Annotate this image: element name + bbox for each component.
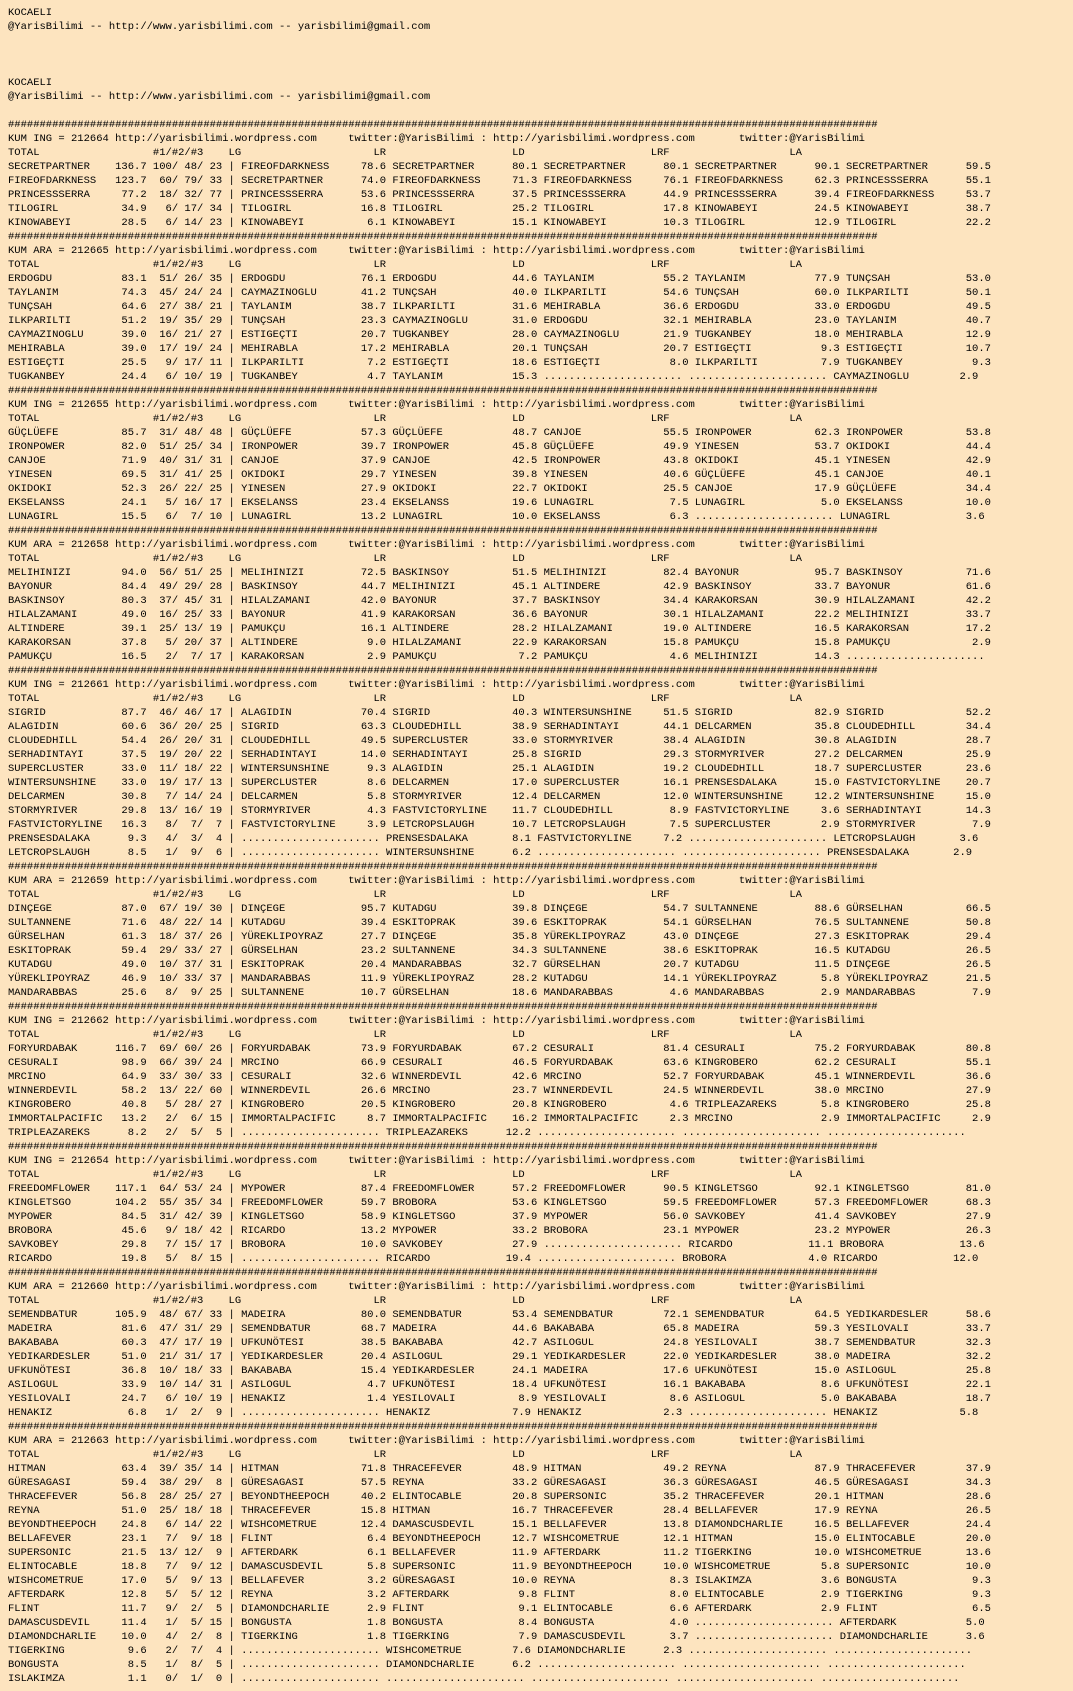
column-header-row: TOTAL #1/#2/#3 LG LR LD LRF LA [8, 693, 802, 705]
table-row: TAYLANIM 74.3 45/ 24/ 24 | CAYMAZINOGLU 41.2 TUNÇSAH 40.0 ILKPARILTI 54.6 TUNÇSAH 60.0 ILKPARILTI 50.1 [8, 287, 991, 299]
table-row: DIAMONDCHARLIE 10.0 4/ 2/ 8 | TIGERKING 1.8 TIGERKING 7.9 DAMASCUSDEVIL 3.7 ...................... DIAMONDCHARLIE 3.6 [8, 1631, 985, 1643]
table-row: IRONPOWER 82.0 51/ 25/ 34 | IRONPOWER 39.7 IRONPOWER 45.8 GÜÇLÜEFE 49.9 YINESEN 53.7 OKIDOKI 44.4 [8, 441, 991, 453]
table-row: KINGROBERO 40.8 5/ 28/ 27 | KINGROBERO 20.5 KINGROBERO 20.8 KINGROBERO 4.6 TRIPLEAZAREKS 5.8 KINGROBERO 25.8 [8, 1099, 991, 1111]
table-row: WINNERDEVIL 58.2 13/ 22/ 60 | WINNERDEVIL 26.6 MRCINO 23.7 WINNERDEVIL 24.5 WINNERDEVIL 38.0 MRCINO 27.9 [8, 1085, 991, 1097]
table-row: PAMUKÇU 16.5 2/ 7/ 17 | KARAKORSAN 2.9 PAMUKÇU 7.2 PAMUKÇU 4.6 MELIHINIZI 14.3 ...................... [8, 651, 985, 663]
table-row: PRINCESSSERRA 77.2 18/ 32/ 77 | PRINCESSSERRA 53.6 PRINCESSSERRA 37.5 PRINCESSSERRA 44.9 PRINCESSSERRA 39.4 FIREOFDARKNESS 53.7 [8, 189, 991, 201]
race-header: KUM ING = 212662 http://yarisbilimi.wordpress.com twitter:@YarisBilimi : http://yarisbilimi.wordpress.com twitter:@YarisBilimi [8, 1015, 865, 1027]
table-row: TIGERKING 9.6 2/ 7/ 4 | ...................... WISHCOMETRUE 7.6 DIAMONDCHARLIE 2.3 ...................... ...................... [8, 1645, 973, 1657]
section-divider: ########################################################################################################################################## [8, 861, 878, 873]
section-divider: ########################################################################################################################################## [8, 1267, 878, 1279]
table-row: SAVKOBEY 29.8 7/ 15/ 17 | BROBORA 10.0 SAVKOBEY 27.9 ...................... RICARDO 11.1 BROBORA 13.6 [8, 1239, 985, 1251]
race-header: KUM ARA = 212659 http://yarisbilimi.wordpress.com twitter:@YarisBilimi : http://yarisbilimi.wordpress.com twitter:@YarisBilimi [8, 875, 865, 887]
race-header: KUM ARA = 212665 http://yarisbilimi.wordpress.com twitter:@YarisBilimi : http://yarisbilimi.wordpress.com twitter:@YarisBilimi [8, 245, 865, 257]
race-header: KUM ING = 212655 http://yarisbilimi.wordpress.com twitter:@YarisBilimi : http://yarisbilimi.wordpress.com twitter:@YarisBilimi [8, 399, 865, 411]
table-row: YEDIKARDESLER 51.0 21/ 31/ 17 | YEDIKARDESLER 20.4 ASILOGUL 29.1 YEDIKARDESLER 22.0 YEDIKARDESLER 38.0 MADEIRA 32.2 [8, 1351, 991, 1363]
race-header: KUM ARA = 212663 http://yarisbilimi.wordpress.com twitter:@YarisBilimi : http://yarisbilimi.wordpress.com twitter:@YarisBilimi [8, 1435, 865, 1447]
table-row: KUTADGU 49.0 10/ 37/ 31 | ESKITOPRAK 20.4 MANDARABBAS 32.7 GÜRSELHAN 20.7 KUTADGU 11.5 DINÇEGE 26.5 [8, 959, 991, 971]
table-row: YINESEN 69.5 31/ 41/ 25 | OKIDOKI 29.7 YINESEN 39.8 YINESEN 40.6 GÜÇLÜEFE 45.1 CANJOE 40.1 [8, 469, 991, 481]
table-row: TRIPLEAZAREKS 8.2 2/ 5/ 5 | ...................... TRIPLEAZAREKS 12.2 ...................... ...................... ...................... [8, 1127, 966, 1139]
table-row: BASKINSOY 80.3 37/ 45/ 31 | HILALZAMANI 42.0 BAYONUR 37.7 BASKINSOY 34.4 KARAKORSAN 30.9 HILALZAMANI 42.2 [8, 595, 991, 607]
table-row: SULTANNENE 71.6 48/ 22/ 14 | KUTADGU 39.4 ESKITOPRAK 39.6 ESKITOPRAK 54.1 GÜRSELHAN 76.5 SULTANNENE 50.8 [8, 917, 991, 929]
table-row: FASTVICTORYLINE 16.3 8/ 7/ 7 | FASTVICTORYLINE 3.9 LETCROPSLAUGH 10.7 LETCROPSLAUGH 7.5 SUPERCLUSTER 2.9 STORMYRIVER 7.9 [8, 819, 991, 831]
table-row: DELCARMEN 30.8 7/ 14/ 24 | DELCARMEN 5.8 STORMYRIVER 12.4 DELCARMEN 12.0 WINTERSUNSHINE 12.2 WINTERSUNSHINE 15.0 [8, 791, 991, 803]
page-title: KOCAELI [8, 7, 53, 19]
table-row: BONGUSTA 8.5 1/ 8/ 5 | ...................... DIAMONDCHARLIE 6.2 ...................... ...................... ...................... [8, 1659, 966, 1671]
table-row: HENAKIZ 6.8 1/ 2/ 9 | ...................... HENAKIZ 7.9 HENAKIZ 2.3 ...................... HENAKIZ 5.8 [8, 1407, 979, 1419]
table-row: MADEIRA 81.6 47/ 31/ 29 | SEMENDBATUR 68.7 MADEIRA 44.6 BAKABABA 65.8 MADEIRA 59.3 YESILOVALI 33.7 [8, 1323, 991, 1335]
blank-line [8, 48, 1068, 62]
table-row: RICARDO 19.8 5/ 8/ 15 | ...................... RICARDO 19.4 ...................... BROBORA 4.0 RICARDO 12.0 [8, 1253, 979, 1265]
table-row: THRACEFEVER 56.8 28/ 25/ 27 | BEYONDTHEEPOCH 40.2 ELINTOCABLE 20.8 SUPERSONIC 35.2 THRACEFEVER 20.1 HITMAN 28.6 [8, 1491, 991, 1503]
section-divider: ########################################################################################################################################## [8, 665, 878, 677]
table-row: REYNA 51.0 25/ 18/ 18 | THRACEFEVER 15.8 HITMAN 16.7 THRACEFEVER 28.4 BELLAFEVER 17.9 REYNA 26.5 [8, 1505, 991, 1517]
table-row: KARAKORSAN 37.8 5/ 20/ 37 | ALTINDERE 9.0 HILALZAMANI 22.9 KARAKORSAN 15.8 PAMUKÇU 15.8 PAMUKÇU 2.9 [8, 637, 991, 649]
table-row: BELLAFEVER 23.1 7/ 9/ 18 | FLINT 6.4 BEYONDTHEEPOCH 12.7 WISHCOMETRUE 12.1 HITMAN 15.0 ELINTOCABLE 20.0 [8, 1533, 991, 1545]
table-row: MEHIRABLA 39.0 17/ 19/ 24 | MEHIRABLA 17.2 MEHIRABLA 20.1 TUNÇSAH 20.7 ESTIGEÇTI 9.3 ESTIGEÇTI 10.7 [8, 343, 991, 355]
table-row: SUPERCLUSTER 33.0 11/ 18/ 22 | WINTERSUNSHINE 9.3 ALAGIDIN 25.1 ALAGIDIN 19.2 CLOUDEDHILL 18.7 SUPERCLUSTER 23.6 [8, 763, 991, 775]
section-divider: ########################################################################################################################################## [8, 1001, 878, 1013]
table-row: ALTINDERE 39.1 25/ 13/ 19 | PAMUKÇU 16.1 ALTINDERE 28.2 HILALZAMANI 19.0 ALTINDERE 16.5 KARAKORSAN 17.2 [8, 623, 991, 635]
table-row: FIREOFDARKNESS 123.7 60/ 79/ 33 | SECRETPARTNER 74.0 FIREOFDARKNESS 71.3 FIREOFDARKNESS 76.1 FIREOFDARKNESS 62.3 PRINCESSSERRA 55.1 [8, 175, 991, 187]
table-row: DAMASCUSDEVIL 11.4 1/ 5/ 15 | BONGUSTA 1.8 BONGUSTA 8.4 BONGUSTA 4.0 ...................... AFTERDARK 5.0 [8, 1617, 985, 1629]
race-header: KUM ING = 212654 http://yarisbilimi.wordpress.com twitter:@YarisBilimi : http://yarisbilimi.wordpress.com twitter:@YarisBilimi [8, 1155, 865, 1167]
table-row: CAYMAZINOGLU 39.0 16/ 21/ 27 | ESTIGEÇTI 20.7 TUGKANBEY 28.0 CAYMAZINOGLU 21.9 TUGKANBEY 18.0 MEHIRABLA 12.9 [8, 329, 991, 341]
table-row: STORMYRIVER 29.8 13/ 16/ 19 | STORMYRIVER 4.3 FASTVICTORYLINE 11.7 CLOUDEDHILL 8.9 FASTVICTORYLINE 3.6 SERHADINTAYI 14.3 [8, 805, 991, 817]
section-divider: ########################################################################################################################################## [8, 231, 878, 243]
table-row: IMMORTALPACIFIC 13.2 2/ 6/ 15 | IMMORTALPACIFIC 8.7 IMMORTALPACIFIC 16.2 IMMORTALPACIFIC 2.3 MRCINO 2.9 IMMORTALPACIFIC 2.9 [8, 1113, 991, 1125]
section-divider: ########################################################################################################################################## [8, 1141, 878, 1153]
section-divider: ########################################################################################################################################## [8, 119, 878, 131]
results-document [8, 6, 1068, 1686]
table-row: OKIDOKI 52.3 26/ 22/ 25 | YINESEN 27.9 OKIDOKI 22.7 OKIDOKI 25.5 CANJOE 17.9 GÜÇLÜEFE 34.4 [8, 483, 991, 495]
column-header-row: TOTAL #1/#2/#3 LG LR LD LRF LA [8, 413, 802, 425]
table-row: ASILOGUL 33.9 10/ 14/ 31 | ASILOGUL 4.7 UFKUNÖTESI 18.4 UFKUNÖTESI 16.1 BAKABABA 8.6 UFKUNÖTESI 22.1 [8, 1379, 991, 1391]
race-header: KUM ING = 212664 http://yarisbilimi.wordpress.com twitter:@YarisBilimi : http://yarisbilimi.wordpress.com twitter:@YarisBilimi [8, 133, 865, 145]
column-header-row: TOTAL #1/#2/#3 LG LR LD LRF LA [8, 1295, 802, 1307]
table-row: ERDOGDU 83.1 51/ 26/ 35 | ERDOGDU 76.1 ERDOGDU 44.6 TAYLANIM 55.2 TAYLANIM 77.9 TUNÇSAH 53.0 [8, 273, 991, 285]
table-row: SERHADINTAYI 37.5 19/ 20/ 22 | SERHADINTAYI 14.0 SERHADINTAYI 25.8 SIGRID 29.3 STORMYRIVER 27.2 DELCARMEN 25.9 [8, 749, 991, 761]
section-divider: ########################################################################################################################################## [8, 525, 878, 537]
column-header-row: TOTAL #1/#2/#3 LG LR LD LRF LA [8, 1449, 802, 1461]
race-header: KUM ARA = 212660 http://yarisbilimi.wordpress.com twitter:@YarisBilimi : http://yarisbilimi.wordpress.com twitter:@YarisBilimi [8, 1281, 865, 1293]
table-row: KINGLETSGO 104.2 55/ 35/ 34 | FREEDOMFLOWER 59.7 BROBORA 53.6 KINGLETSGO 59.5 FREEDOMFLOWER 57.3 FREEDOMFLOWER 68.3 [8, 1197, 991, 1209]
table-row: DINÇEGE 87.0 67/ 19/ 30 | DINÇEGE 95.7 KUTADGU 39.8 DINÇEGE 54.7 SULTANNENE 88.6 GÜRSELHAN 66.5 [8, 903, 991, 915]
column-header-row: TOTAL #1/#2/#3 LG LR LD LRF LA [8, 147, 802, 159]
table-row: FORYURDABAK 116.7 69/ 60/ 26 | FORYURDABAK 73.9 FORYURDABAK 67.2 CESURALI 81.4 CESURALI 75.2 FORYURDABAK 80.8 [8, 1043, 991, 1055]
table-row: CANJOE 71.9 40/ 31/ 31 | CANJOE 37.9 CANJOE 42.5 IRONPOWER 43.8 OKIDOKI 45.1 YINESEN 42.9 [8, 455, 991, 467]
table-row: AFTERDARK 12.8 5/ 5/ 12 | REYNA 3.2 AFTERDARK 9.8 FLINT 8.0 ELINTOCABLE 2.9 TIGERKING 9.3 [8, 1589, 991, 1601]
contact-line: @YarisBilimi -- http://www.yarisbilimi.com -- yarisbilimi@gmail.com [8, 91, 431, 103]
table-row: BAKABABA 60.3 47/ 17/ 19 | UFKUNÖTESI 38.5 BAKABABA 42.7 ASILOGUL 24.8 YESILOVALI 38.7 SEMENDBATUR 32.3 [8, 1337, 991, 1349]
column-header-row: TOTAL #1/#2/#3 LG LR LD LRF LA [8, 1029, 802, 1041]
table-row: YÜREKLIPOYRAZ 46.9 10/ 33/ 37 | MANDARABBAS 11.9 YÜREKLIPOYRAZ 28.2 KUTADGU 14.1 YÜREKLIPOYRAZ 5.8 YÜREKLIPOYRAZ 21.5 [8, 973, 991, 985]
table-row: FLINT 11.7 9/ 2/ 5 | DIAMONDCHARLIE 2.9 FLINT 9.1 ELINTOCABLE 6.6 AFTERDARK 2.9 FLINT 6.5 [8, 1603, 991, 1615]
table-row: BEYONDTHEEPOCH 24.8 6/ 14/ 22 | WISHCOMETRUE 12.4 DAMASCUSDEVIL 15.1 BELLAFEVER 13.8 DIAMONDCHARLIE 16.5 BELLAFEVER 24.4 [8, 1519, 991, 1531]
section-divider: ########################################################################################################################################## [8, 385, 878, 397]
table-row: HITMAN 63.4 39/ 35/ 14 | HITMAN 71.8 THRACEFEVER 48.9 HITMAN 49.2 REYNA 87.9 THRACEFEVER 37.9 [8, 1463, 991, 1475]
page-title: KOCAELI [8, 77, 53, 89]
table-row: TILOGIRL 34.9 6/ 17/ 34 | TILOGIRL 16.8 TILOGIRL 25.2 TILOGIRL 17.8 KINOWABEYI 24.5 KINOWABEYI 38.7 [8, 203, 991, 215]
table-row: GÜÇLÜEFE 85.7 31/ 48/ 48 | GÜÇLÜEFE 57.3 GÜÇLÜEFE 48.7 CANJOE 55.5 IRONPOWER 62.3 IRONPOWER 53.8 [8, 427, 991, 439]
table-row: SUPERSONIC 21.5 13/ 12/ 9 | AFTERDARK 6.1 BELLAFEVER 11.9 AFTERDARK 11.2 TIGERKING 10.0 WISHCOMETRUE 13.6 [8, 1547, 991, 1559]
table-row: CESURALI 98.9 66/ 39/ 24 | MRCINO 66.9 CESURALI 46.5 FORYURDABAK 63.6 KINGROBERO 62.2 CESURALI 55.1 [8, 1057, 991, 1069]
table-row: LUNAGIRL 15.5 6/ 7/ 10 | LUNAGIRL 13.2 LUNAGIRL 10.0 EKSELANSS 6.3 ...................... LUNAGIRL 3.6 [8, 511, 985, 523]
column-header-row: TOTAL #1/#2/#3 LG LR LD LRF LA [8, 259, 802, 271]
table-row: CLOUDEDHILL 54.4 26/ 20/ 31 | CLOUDEDHILL 49.5 SUPERCLUSTER 33.0 STORMYRIVER 38.4 ALAGIDIN 30.8 ALAGIDIN 28.7 [8, 735, 991, 747]
column-header-row: TOTAL #1/#2/#3 LG LR LD LRF LA [8, 553, 802, 565]
table-row: ISLAKIMZA 1.1 0/ 1/ 0 | ...................... ...................... ...................... ...................... ...................... [8, 1673, 960, 1685]
table-row: MANDARABBAS 25.6 8/ 9/ 25 | SULTANNENE 10.7 GÜRSELHAN 18.6 MANDARABBAS 4.6 MANDARABBAS 2.9 MANDARABBAS 7.9 [8, 987, 991, 999]
table-row: TUNÇSAH 64.6 27/ 38/ 21 | TAYLANIM 38.7 ILKPARILTI 31.6 MEHIRABLA 36.6 ERDOGDU 33.0 ERDOGDU 49.5 [8, 301, 991, 313]
table-row: ESTIGEÇTI 25.5 9/ 17/ 11 | ILKPARILTI 7.2 ESTIGEÇTI 18.6 ESTIGEÇTI 8.0 ILKPARILTI 7.9 TUGKANBEY 9.3 [8, 357, 991, 369]
contact-line: @YarisBilimi -- http://www.yarisbilimi.com -- yarisbilimi@gmail.com [8, 21, 431, 33]
table-row: ELINTOCABLE 18.8 7/ 9/ 12 | DAMASCUSDEVIL 5.8 SUPERSONIC 11.9 BEYONDTHEEPOCH 10.0 WISHCOMETRUE 5.8 SUPERSONIC 10.0 [8, 1561, 991, 1573]
table-row: TUGKANBEY 24.4 6/ 10/ 19 | TUGKANBEY 4.7 TAYLANIM 15.3 ...................... ...................... CAYMAZINOGLU 2.9 [8, 371, 979, 383]
table-row: WINTERSUNSHINE 33.0 19/ 17/ 13 | SUPERCLUSTER 8.6 DELCARMEN 17.0 SUPERCLUSTER 16.1 PRENSESDALAKA 15.0 FASTVICTORYLINE 20.7 [8, 777, 991, 789]
table-row: BROBORA 45.6 9/ 18/ 42 | RICARDO 13.2 MYPOWER 33.2 BROBORA 23.1 MYPOWER 23.2 MYPOWER 26.3 [8, 1225, 991, 1237]
section-divider: ########################################################################################################################################## [8, 1421, 878, 1433]
table-row: ILKPARILTI 51.2 19/ 35/ 29 | TUNÇSAH 23.3 CAYMAZINOGLU 31.0 ERDOGDU 32.1 MEHIRABLA 23.0 TAYLANIM 40.7 [8, 315, 991, 327]
table-row: PRENSESDALAKA 9.3 4/ 3/ 4 | ...................... PRENSESDALAKA 8.1 FASTVICTORYLINE 7.2 ...................... LETCROPSLAUGH 3.6 [8, 833, 979, 845]
table-row: GÜRSELHAN 61.3 18/ 37/ 26 | YÜREKLIPOYRAZ 27.7 DINÇEGE 35.8 YÜREKLIPOYRAZ 43.0 DINÇEGE 27.3 ESKITOPRAK 29.4 [8, 931, 991, 943]
race-header: KUM ARA = 212658 http://yarisbilimi.wordpress.com twitter:@YarisBilimi : http://yarisbilimi.wordpress.com twitter:@YarisBilimi [8, 539, 865, 551]
table-row: SIGRID 87.7 46/ 46/ 17 | ALAGIDIN 70.4 SIGRID 40.3 WINTERSUNSHINE 51.5 SIGRID 82.9 SIGRID 52.2 [8, 707, 991, 719]
table-row: SECRETPARTNER 136.7 100/ 48/ 23 | FIREOFDARKNESS 78.6 SECRETPARTNER 80.1 SECRETPARTNER 80.1 SECRETPARTNER 90.1 SECRETPARTNER 59.5 [8, 161, 991, 173]
column-header-row: TOTAL #1/#2/#3 LG LR LD LRF LA [8, 1169, 802, 1181]
race-header: KUM ING = 212661 http://yarisbilimi.wordpress.com twitter:@YarisBilimi : http://yarisbilimi.wordpress.com twitter:@YarisBilimi [8, 679, 865, 691]
table-row: YESILOVALI 24.7 6/ 10/ 19 | HENAKIZ 1.4 YESILOVALI 8.9 YESILOVALI 8.6 ASILOGUL 5.0 BAKABABA 18.7 [8, 1393, 991, 1405]
table-row: KINOWABEYI 28.5 6/ 14/ 23 | KINOWABEYI 6.1 KINOWABEYI 15.1 KINOWABEYI 10.3 TILOGIRL 12.9 TILOGIRL 22.2 [8, 217, 991, 229]
table-row: GÜRESAGASI 59.4 38/ 29/ 8 | GÜRESAGASI 57.5 REYNA 33.2 GÜRESAGASI 36.3 GÜRESAGASI 46.5 GÜRESAGASI 34.3 [8, 1477, 991, 1489]
table-row: MRCINO 64.9 33/ 30/ 33 | CESURALI 32.6 WINNERDEVIL 42.6 MRCINO 52.7 FORYURDABAK 45.1 WINNERDEVIL 36.6 [8, 1071, 991, 1083]
table-row: HILALZAMANI 49.0 16/ 25/ 33 | BAYONUR 41.9 KARAKORSAN 36.6 BAYONUR 30.1 HILALZAMANI 22.2 MELIHINIZI 33.7 [8, 609, 991, 621]
table-row: ESKITOPRAK 59.4 29/ 33/ 27 | GÜRSELHAN 23.2 SULTANNENE 34.3 SULTANNENE 38.6 ESKITOPRAK 16.5 KUTADGU 26.5 [8, 945, 991, 957]
table-row: LETCROPSLAUGH 8.5 1/ 9/ 6 | ...................... WINTERSUNSHINE 6.2 ...................... ...................... PRENSESDALAKA 2.9 [8, 847, 973, 859]
table-row: SEMENDBATUR 105.9 48/ 67/ 33 | MADEIRA 80.0 SEMENDBATUR 53.4 SEMENDBATUR 72.1 SEMENDBATUR 64.5 YEDIKARDESLER 58.6 [8, 1309, 991, 1321]
column-header-row: TOTAL #1/#2/#3 LG LR LD LRF LA [8, 889, 802, 901]
table-row: MELIHINIZI 94.0 56/ 51/ 25 | MELIHINIZI 72.5 BASKINSOY 51.5 MELIHINIZI 82.4 BAYONUR 95.7 BASKINSOY 71.6 [8, 567, 991, 579]
table-row: BAYONUR 84.4 49/ 29/ 28 | BASKINSOY 44.7 MELIHINIZI 45.1 ALTINDERE 42.9 BASKINSOY 33.7 BAYONUR 61.6 [8, 581, 991, 593]
table-row: EKSELANSS 24.1 5/ 16/ 17 | EKSELANSS 23.4 EKSELANSS 19.6 LUNAGIRL 7.5 LUNAGIRL 5.0 EKSELANSS 10.0 [8, 497, 991, 509]
table-row: MYPOWER 84.5 31/ 42/ 39 | KINGLETSGO 58.9 KINGLETSGO 37.9 MYPOWER 56.0 SAVKOBEY 41.4 SAVKOBEY 27.9 [8, 1211, 991, 1223]
blank-line [8, 34, 1068, 48]
table-row: UFKUNÖTESI 36.8 10/ 18/ 33 | BAKABABA 15.4 YEDIKARDESLER 24.1 MADEIRA 17.6 UFKUNÖTESI 15.0 ASILOGUL 25.8 [8, 1365, 991, 1377]
table-row: WISHCOMETRUE 17.0 5/ 9/ 13 | BELLAFEVER 3.2 GÜRESAGASI 10.0 REYNA 8.3 ISLAKIMZA 3.6 BONGUSTA 9.3 [8, 1575, 991, 1587]
blank-line [8, 104, 1068, 118]
blank-line [8, 62, 1068, 76]
table-row: FREEDOMFLOWER 117.1 64/ 53/ 24 | MYPOWER 87.4 FREEDOMFLOWER 57.2 FREEDOMFLOWER 90.5 KINGLETSGO 92.1 KINGLETSGO 81.0 [8, 1183, 991, 1195]
table-row: ALAGIDIN 60.6 36/ 20/ 25 | SIGRID 63.3 CLOUDEDHILL 38.9 SERHADINTAYI 44.1 DELCARMEN 35.8 CLOUDEDHILL 34.4 [8, 721, 991, 733]
